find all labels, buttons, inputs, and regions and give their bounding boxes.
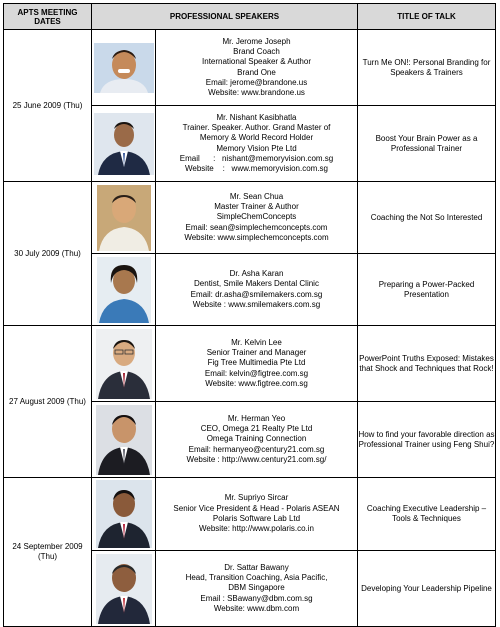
- speaker-row: [4, 326, 496, 402]
- speaker-photo-image: [97, 185, 151, 251]
- schedule-table: [3, 3, 496, 627]
- speaker-row: [4, 478, 496, 551]
- speaker-website: Website: http://www.polaris.co.in: [198, 524, 314, 534]
- speaker-email: Email: jerome@brandone.us: [205, 77, 308, 87]
- speaker-photo: [92, 551, 156, 627]
- speaker-photo-image: [96, 554, 152, 624]
- speaker-photo-image: [97, 257, 151, 323]
- speaker-photo: [92, 182, 156, 254]
- speaker-details: [156, 106, 358, 182]
- speaker-detail-line: Memory Vision Pte Ltd: [216, 143, 297, 153]
- speaker-row: [4, 30, 496, 106]
- speaker-photo: [92, 30, 156, 106]
- speaker-photo-image: [96, 480, 152, 548]
- speaker-email: Email : nishant@memoryvision.com.sg: [179, 153, 334, 163]
- header-dates: APTS MEETING DATES: [4, 4, 92, 30]
- speaker-details: [156, 30, 358, 106]
- speaker-detail-line: Polaris Software Lab Ltd: [212, 514, 301, 523]
- header-speakers: PROFESSIONAL SPEAKERS: [92, 4, 358, 30]
- speaker-detail-line: CEO, Omega 21 Realty Pte Ltd: [200, 424, 313, 434]
- speaker-website: Website : http://www.century21.com.sg/: [186, 454, 327, 464]
- speaker-photo: [92, 106, 156, 182]
- speaker-row: [4, 182, 496, 254]
- speaker-detail-line: Senior Vice President & Head - Polaris ASEAN: [173, 503, 340, 513]
- talk-title: Boost Your Brain Power as a Professional Trainer: [358, 106, 496, 182]
- speaker-detail-line: Head, Transition Coaching, Asia Pacific,: [185, 573, 328, 583]
- speaker-website: Website: www.brandone.us: [208, 88, 305, 98]
- header-talk: TITLE OF TALK: [358, 4, 496, 30]
- speaker-name: Mr. Sean Chua: [229, 191, 284, 201]
- speaker-photo-image: [94, 43, 154, 93]
- speaker-name: Dr. Asha Karan: [229, 268, 284, 278]
- speaker-detail-line: Fig Tree Multimedia Pte Ltd: [207, 358, 306, 368]
- speaker-details: [156, 478, 358, 551]
- talk-title: Coaching the Not So Interested: [358, 182, 496, 254]
- speaker-detail-line: Dentist, Smile Makers Dental Clinic: [194, 279, 319, 289]
- speaker-photo-image: [96, 329, 152, 399]
- speaker-email: Email: kelvin@figtree.com.sg: [204, 368, 309, 378]
- talk-title: Coaching Executive Leadership – Tools & Techniques: [358, 478, 496, 551]
- talk-title: How to find your favorable direction as Professional Trainer using Feng Shui?: [358, 402, 496, 478]
- speaker-website: Website: www.dbm.com: [213, 603, 300, 613]
- speaker-details: [156, 254, 358, 326]
- speaker-name: Mr. Herman Yeo: [227, 413, 286, 423]
- speaker-email: Email: hermanyeo@century21.com.sg: [188, 444, 325, 454]
- speaker-photo-image: [94, 113, 154, 175]
- speaker-detail-line: SimpleChemConcepts: [216, 212, 297, 222]
- speaker-details: [156, 182, 358, 254]
- speaker-photo-image: [96, 405, 152, 475]
- speaker-detail-line: Memory & World Record Holder: [199, 133, 314, 143]
- speaker-website: Website : www.memoryvision.com.sg: [185, 164, 328, 174]
- speaker-name: Mr. Nishant Kasibhatla: [216, 112, 297, 122]
- speaker-name: Mr. Jerome Joseph: [222, 36, 291, 46]
- talk-title: Developing Your Leadership Pipeline: [358, 551, 496, 627]
- speaker-detail-line: Brand Coach: [233, 46, 280, 56]
- speaker-detail-line: Master Trainer & Author: [214, 202, 299, 212]
- speaker-detail-line: Omega Training Connection: [206, 434, 307, 444]
- talk-title: Preparing a Power-Packed Presentation: [358, 254, 496, 326]
- speaker-photo: [92, 254, 156, 326]
- speaker-detail-line: Brand One: [237, 67, 276, 77]
- speaker-email: Email: dr.asha@smilemakers.com.sg: [190, 289, 323, 299]
- speaker-email: Email: sean@simplechemconcepts.com: [185, 222, 328, 232]
- header-row: [4, 4, 496, 30]
- speaker-details: [156, 402, 358, 478]
- speaker-details: [156, 326, 358, 402]
- speaker-detail-line: Senior Trainer and Manager: [206, 348, 307, 358]
- speaker-detail-line: Trainer. Speaker. Author. Grand Master of: [182, 122, 331, 132]
- meeting-date: 25 June 2009 (Thu): [4, 30, 92, 182]
- speaker-name: Mr. Kelvin Lee: [231, 337, 282, 347]
- speaker-photo: [92, 402, 156, 478]
- speaker-photo: [92, 326, 156, 402]
- meeting-date: 24 September 2009 (Thu): [4, 478, 92, 627]
- meeting-date: 27 August 2009 (Thu): [4, 326, 92, 478]
- speaker-website: Website: www.figtree.com.sg: [205, 378, 308, 388]
- speaker-name: Dr. Sattar Bawany: [224, 562, 289, 572]
- speaker-photo: [92, 478, 156, 551]
- speaker-email: Email : SBawany@dbm.com.sg: [200, 593, 313, 603]
- speaker-website: Website: www.simplechemconcepts.com: [184, 232, 329, 242]
- speaker-name: Mr. Supriyo Sircar: [224, 493, 289, 503]
- talk-title: PowerPoint Truths Exposed: Mistakes that Shock and Techniques that Rock!: [358, 326, 496, 402]
- speaker-details: [156, 551, 358, 627]
- speaker-detail-line: DBM Singapore: [228, 583, 285, 593]
- meeting-date: 30 July 2009 (Thu): [4, 182, 92, 326]
- speaker-website: Website : www.smilemakers.com.sg: [192, 299, 321, 309]
- talk-title: Turn Me ON!: Personal Branding for Speakers & Trainers: [358, 30, 496, 106]
- speaker-detail-line: International Speaker & Author: [202, 57, 311, 67]
